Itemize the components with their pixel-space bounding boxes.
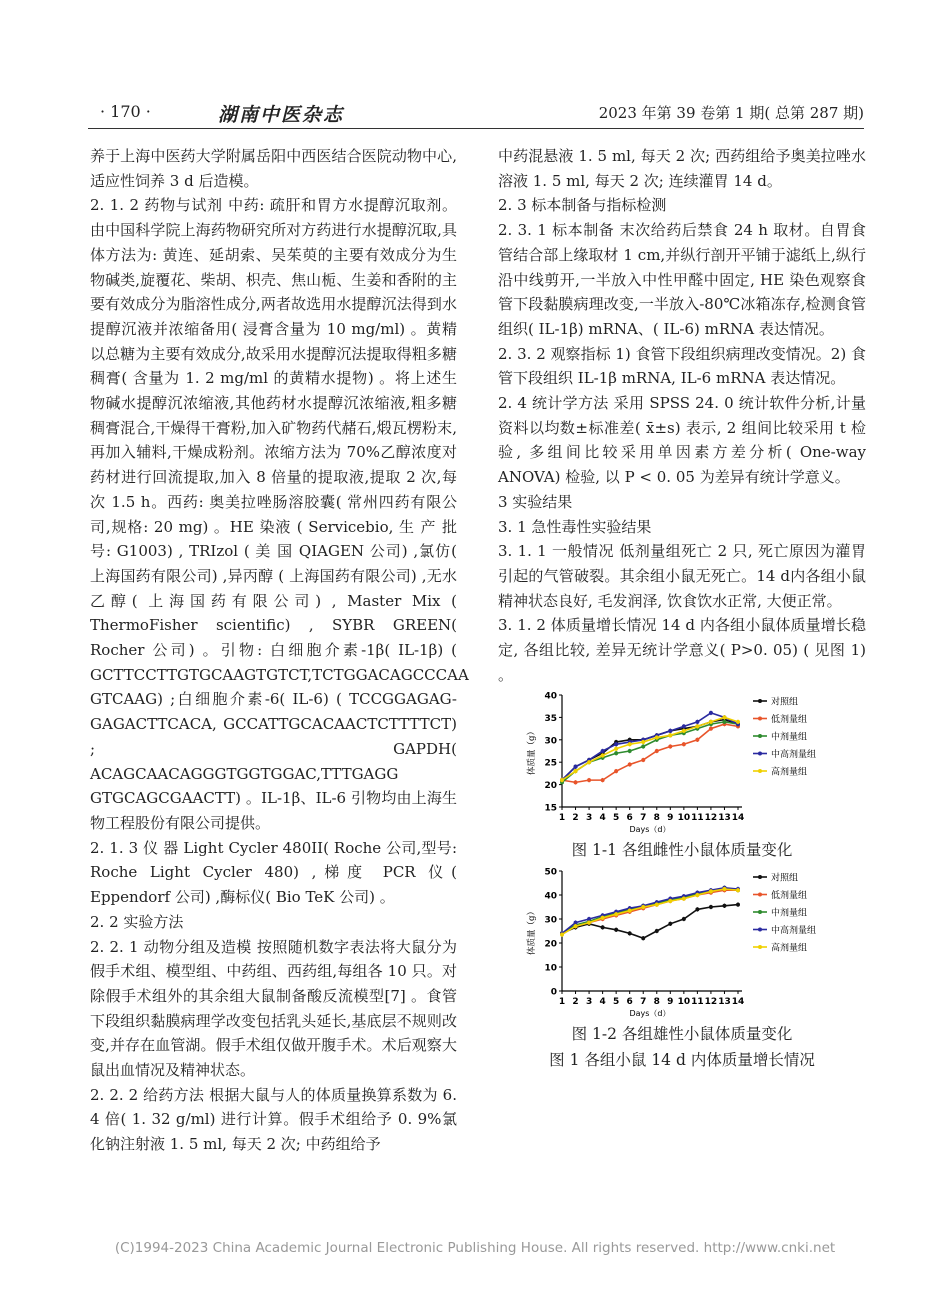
y-axis-label: 体质量（g） bbox=[527, 907, 537, 956]
data-point bbox=[628, 932, 632, 936]
data-point bbox=[668, 922, 672, 926]
x-tick-label: 4 bbox=[599, 813, 606, 824]
data-point bbox=[601, 779, 605, 783]
legend-marker bbox=[758, 769, 762, 773]
y-tick-label: 40 bbox=[544, 691, 557, 702]
data-point bbox=[695, 738, 699, 742]
legend-label: 对照组 bbox=[771, 697, 799, 708]
x-tick-label: 11 bbox=[691, 813, 704, 824]
data-point bbox=[614, 747, 618, 751]
legend-marker bbox=[758, 752, 762, 756]
data-point bbox=[601, 916, 605, 920]
figure-1-1-caption: 图 1-1 各组雌性小鼠体质量变化 bbox=[571, 841, 793, 860]
y-tick-label: 50 bbox=[544, 867, 557, 878]
data-point bbox=[574, 770, 578, 774]
data-point bbox=[614, 752, 618, 756]
data-point bbox=[709, 727, 713, 731]
x-tick-label: 2 bbox=[572, 813, 579, 824]
x-tick-label: 4 bbox=[599, 997, 606, 1008]
data-point bbox=[736, 889, 740, 893]
y-tick-label: 15 bbox=[544, 803, 557, 814]
paragraph: 2. 1. 3 仪 器 Light Cycler 480II( Roche 公司,型号: Roche Light Cycler 480) ,梯度 PCR 仪( Eppendorf 公司) ,酶标仪( Bio TeK 公司) 。 bbox=[90, 838, 457, 907]
data-point bbox=[628, 749, 632, 753]
x-tick-label: 1 bbox=[558, 997, 566, 1008]
data-point bbox=[682, 743, 686, 747]
x-tick-label: 9 bbox=[667, 997, 674, 1008]
series-2 bbox=[560, 888, 740, 936]
page-number: · 170 · bbox=[100, 102, 151, 121]
series-4 bbox=[560, 886, 740, 936]
x-tick-label: 7 bbox=[640, 813, 647, 824]
x-tick-label: 10 bbox=[677, 813, 691, 824]
data-point bbox=[736, 720, 740, 724]
data-point bbox=[641, 741, 645, 745]
x-tick-label: 8 bbox=[653, 813, 660, 824]
legend-marker bbox=[758, 734, 762, 738]
x-axis-label: Days（d） bbox=[629, 825, 671, 835]
data-point bbox=[722, 720, 726, 724]
x-tick-label: 13 bbox=[718, 997, 731, 1008]
series-5 bbox=[560, 887, 740, 937]
legend-label: 高剂量组 bbox=[771, 943, 808, 954]
data-point bbox=[574, 765, 578, 769]
data-point bbox=[614, 913, 618, 917]
issue-info: 2023 年第 39 卷第 1 期( 总第 287 期) bbox=[598, 104, 864, 122]
x-tick-label: 7 bbox=[640, 997, 647, 1008]
data-point bbox=[722, 904, 726, 908]
data-point bbox=[695, 893, 699, 897]
data-point bbox=[560, 779, 564, 783]
legend-marker bbox=[758, 717, 762, 721]
section-heading: 3 实验结果 bbox=[498, 492, 573, 511]
data-point bbox=[668, 899, 672, 903]
data-point bbox=[641, 745, 645, 749]
data-point bbox=[601, 754, 605, 758]
legend-label: 中剂量组 bbox=[771, 908, 808, 919]
data-point bbox=[709, 905, 713, 909]
series-line bbox=[562, 888, 738, 934]
y-tick-label: 10 bbox=[544, 963, 557, 974]
y-tick-label: 40 bbox=[544, 891, 557, 902]
data-point bbox=[641, 905, 645, 909]
x-tick-label: 3 bbox=[585, 813, 593, 824]
series-line bbox=[562, 888, 738, 934]
series-line bbox=[562, 722, 738, 782]
right-column bbox=[498, 144, 866, 1073]
legend-marker bbox=[758, 945, 762, 949]
legend-marker bbox=[758, 893, 762, 897]
x-tick-label: 10 bbox=[677, 997, 691, 1008]
series-line bbox=[562, 725, 738, 783]
data-point bbox=[709, 890, 713, 894]
x-tick-label: 14 bbox=[731, 813, 745, 824]
data-point bbox=[709, 711, 713, 715]
data-point bbox=[695, 720, 699, 724]
data-point bbox=[668, 734, 672, 738]
data-point bbox=[709, 720, 713, 724]
data-point bbox=[668, 745, 672, 749]
paragraph: 2. 2. 1 动物分组及造模 按照随机数字表法将大鼠分为假手术组、模型组、中药组、西药组,每组各 10 只。对除假手术组外的其余组大鼠制备酸反流模型[7] 。食管下段组织黏膜病理学改变包括乳头延长,基底层不规则改变,并存在血管湖。假手术组仅做开腹手术。术后观察大鼠出血情况及精神状态。 bbox=[90, 937, 457, 1080]
paragraph: 养于上海中医药大学附属岳阳中西医结合医院动物中心,适应性饲养 3 d 后造模。 bbox=[90, 147, 457, 190]
paragraph: 2. 1. 2 药物与试剂 中药: 疏肝和胃方水提醇沉取剂。由中国科学院上海药物研究所对方药进行水提醇沉取,具体方法为: 黄连、延胡索、吴茱萸的主要有效成分为生物碱类,旋覆花、柴胡、枳壳、焦山栀、生姜和香附的主要有效成分为脂溶性成分,两者故选用水提醇沉法得到水提醇沉液并浓缩备用( 浸膏含量为 10 mg/ml) 。黄精以总糖为主要有效成分,故采用水提醇沉法提取得粗多糖稠膏( 含量为 1. 2 mg/ml 的黄精水提物) 。将上述生物碱水提醇沉浓缩液,其他药材水提醇沉浓缩液,粗多糖稠膏混合,干燥得干膏粉,加入矿物药代赭石,煅瓦楞粉末,再加入辅料,干燥成粉剂。浓缩方法为 70%乙醇浓度对药材进行回流提取,加入 8 倍量的提取液,提取 2 次,每次 1.5 h。西药: 奥美拉唑肠溶胶囊( 常州四药有限公司,规格: 20 mg) 。HE 染液 ( Servicebio, 生 产 批 号: G1003) , TRIzol ( 美 国 QIAGEN 公司) ,氯仿( 上海国药有限公司) ,异丙醇 ( 上海国药有限公司) ,无水乙醇( 上海国药有限公司) , Master Mix ( ThermoFisher scientific) , SYBR GREEN( Rocher 公司) 。引物: 白细胞介素-1β( IL-1β) ( GCTTCCTTGTGCAAGTGTCT,TCTGGACAGCCCAA GTCAAG) ;白细胞介素-6( IL-6) ( TCCGGAGAG-GAGACTTCACA, GCCATTGCACAACTCTTTTCT) ; GAPDH( ACAGCAACAGGGTGGTGGAC,TTTGAGG GTGCAGCGAACTT) 。IL-1β、IL-6 引物均由上海生物工程股份有限公司提供。 bbox=[90, 196, 469, 832]
y-tick-label: 30 bbox=[544, 736, 557, 747]
section-heading: 2. 3 标本制备与指标检测 bbox=[498, 196, 667, 215]
data-point bbox=[722, 887, 726, 891]
y-tick-label: 20 bbox=[544, 781, 557, 792]
series-3 bbox=[560, 886, 740, 936]
journal-name: 湖南中医杂志 bbox=[218, 104, 345, 126]
y-tick-label: 0 bbox=[550, 987, 557, 998]
data-point bbox=[587, 921, 591, 925]
female-weight-chart bbox=[498, 687, 866, 837]
data-point bbox=[695, 725, 699, 729]
legend-label: 中高剂量组 bbox=[771, 926, 817, 937]
data-point bbox=[601, 749, 605, 753]
x-tick-label: 9 bbox=[667, 813, 674, 824]
x-tick-label: 5 bbox=[613, 813, 620, 824]
copyright-footer: (C)1994-2023 China Academic Journal Electronic Publishing House. All rights reserved. http://www.cnki.net bbox=[114, 1240, 836, 1256]
paragraph: 3. 1. 2 体质量增长情况 14 d 内各组小鼠体质量增长稳定, 各组比较, 差异无统计学意义( P>0. 05) ( 见图 1) 。 bbox=[498, 616, 866, 684]
paragraph: 2. 3. 2 观察指标 1) 食管下段组织病理改变情况。2) 食管下段组织 IL-1β mRNA, IL-6 mRNA 表达情况。 bbox=[498, 344, 866, 388]
series-line bbox=[562, 889, 738, 935]
left-column bbox=[90, 144, 469, 1157]
data-point bbox=[682, 917, 686, 921]
y-tick-label: 20 bbox=[544, 939, 557, 950]
data-point bbox=[628, 763, 632, 767]
data-point bbox=[628, 909, 632, 913]
x-tick-label: 6 bbox=[626, 813, 633, 824]
legend-marker bbox=[758, 875, 762, 879]
data-point bbox=[614, 743, 618, 747]
x-tick-label: 12 bbox=[704, 997, 718, 1008]
legend-marker bbox=[758, 910, 762, 914]
legend-label: 对照组 bbox=[771, 873, 799, 884]
page-header bbox=[88, 98, 864, 132]
x-tick-label: 6 bbox=[626, 997, 633, 1008]
data-point bbox=[695, 908, 699, 912]
data-point bbox=[574, 781, 578, 785]
y-tick-label: 25 bbox=[544, 759, 557, 770]
data-point bbox=[736, 903, 740, 907]
x-tick-label: 3 bbox=[585, 997, 593, 1008]
legend-label: 中高剂量组 bbox=[771, 750, 817, 761]
legend-marker bbox=[758, 699, 762, 703]
x-tick-label: 12 bbox=[704, 813, 718, 824]
section-heading: 2. 2 实验方法 bbox=[90, 912, 184, 931]
series-line bbox=[562, 891, 738, 934]
legend-label: 中剂量组 bbox=[771, 732, 808, 743]
y-tick-label: 35 bbox=[544, 714, 557, 725]
x-tick-label: 2 bbox=[572, 997, 579, 1008]
legend-label: 低剂量组 bbox=[771, 891, 808, 902]
data-point bbox=[682, 897, 686, 901]
section-heading: 3. 1 急性毒性实验结果 bbox=[498, 517, 652, 536]
x-tick-label: 8 bbox=[653, 997, 660, 1008]
male-weight-chart bbox=[498, 863, 866, 1021]
data-point bbox=[614, 928, 618, 932]
data-point bbox=[682, 729, 686, 733]
series-5 bbox=[560, 716, 740, 783]
series-3 bbox=[560, 720, 740, 785]
legend-label: 低剂量组 bbox=[771, 715, 808, 726]
data-point bbox=[614, 770, 618, 774]
legend-marker bbox=[758, 928, 762, 932]
figure-1-caption: 图 1 各组小鼠 14 d 内体质量增长情况 bbox=[549, 1051, 815, 1070]
x-axis-label: Days（d） bbox=[629, 1009, 671, 1019]
x-tick-label: 11 bbox=[691, 997, 704, 1008]
figure-1-1 bbox=[498, 687, 866, 863]
paragraph: 2. 2. 2 给药方法 根据大鼠与人的体质量换算系数为 6. 4 倍( 1. 32 g/ml) 进行计算。假手术组给予 0. 9%氯化钠注射液 1. 5 ml, 每天 2 次; 中药组给予 bbox=[90, 1085, 457, 1154]
data-point bbox=[587, 779, 591, 783]
figure-1-2-caption: 图 1-2 各组雄性小鼠体质量变化 bbox=[571, 1025, 793, 1044]
x-tick-label: 5 bbox=[613, 997, 620, 1008]
paragraph: 中药混悬液 1. 5 ml, 每天 2 次; 西药组给予奥美拉唑水溶液 1. 5 ml, 每天 2 次; 连续灌胃 14 d。 bbox=[498, 147, 866, 190]
y-tick-label: 30 bbox=[544, 915, 557, 926]
legend-label: 高剂量组 bbox=[771, 767, 808, 778]
y-axis-label: 体质量（g） bbox=[527, 727, 537, 776]
data-point bbox=[682, 725, 686, 729]
x-tick-label: 13 bbox=[718, 813, 731, 824]
data-point bbox=[628, 743, 632, 747]
paragraph: 3. 1. 1 一般情况 低剂量组死亡 2 只, 死亡原因为灌胃引起的气管破裂。其余组小鼠无死亡。14 d内各组小鼠精神状态良好, 毛发润泽, 饮食饮水正常, 大便正常。 bbox=[498, 542, 866, 610]
data-point bbox=[655, 736, 659, 740]
data-point bbox=[655, 903, 659, 907]
data-point bbox=[574, 925, 578, 929]
data-point bbox=[655, 929, 659, 933]
header-rule bbox=[88, 128, 864, 129]
data-point bbox=[655, 749, 659, 753]
data-point bbox=[722, 716, 726, 720]
paragraph: 2. 4 统计学方法 采用 SPSS 24. 0 统计软件分析,计量资料以均数±标准差( x̄±s) 表示, 2 组间比较采用 t 检验, 多组间比较采用单因素方差分析( One-way ANOVA) 检验, 以 P < 0. 05 为差异有统计学意义。 bbox=[498, 394, 866, 487]
data-point bbox=[668, 729, 672, 733]
paragraph: 2. 3. 1 标本制备 末次给药后禁食 24 h 取材。自胃食管结合部上缘取材 1 cm,并纵行剖开平铺于滤纸上,纵行沿中线剪开,一半放入中性甲醛中固定, HE 染色观察食管下段黏膜病理改变,一半放入-80℃冰箱冻存,检测食管组织( IL-1β) mRNA、( IL-6) mRNA 表达情况。 bbox=[498, 221, 866, 338]
x-tick-label: 1 bbox=[558, 813, 566, 824]
data-point bbox=[601, 926, 605, 930]
x-tick-label: 14 bbox=[731, 997, 745, 1008]
data-point bbox=[560, 933, 564, 937]
series-2 bbox=[560, 722, 740, 785]
figure-1-2 bbox=[498, 863, 866, 1047]
data-point bbox=[641, 758, 645, 762]
data-point bbox=[641, 937, 645, 941]
data-point bbox=[587, 761, 591, 765]
